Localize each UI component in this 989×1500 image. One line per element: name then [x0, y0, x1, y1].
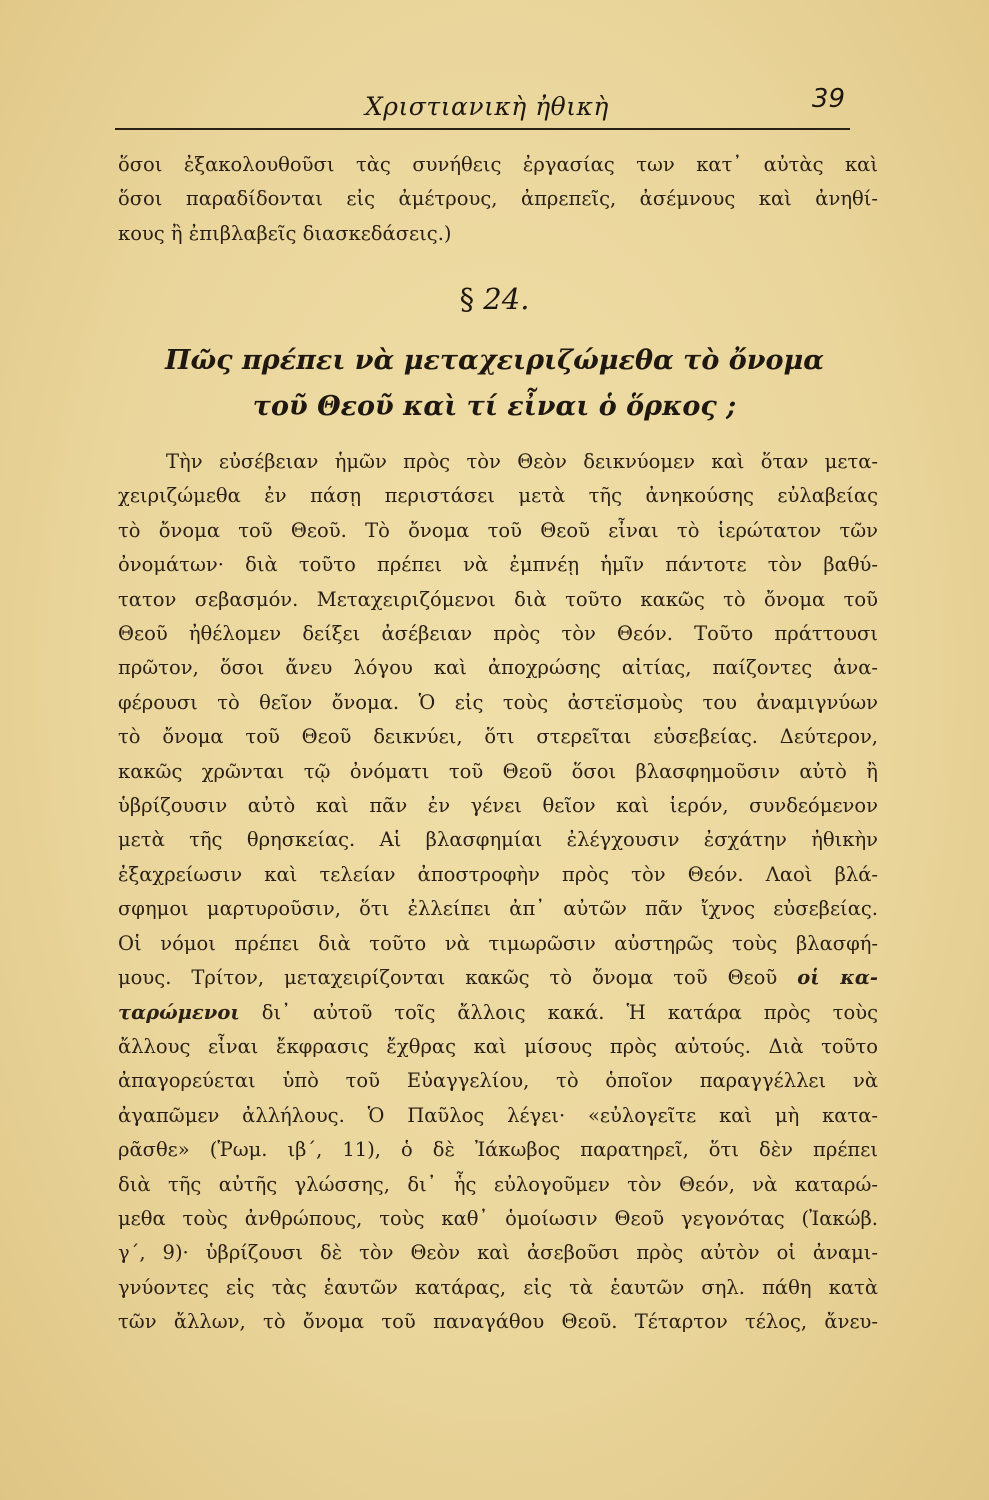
text-line: μετὰ τῆς θρησκείας. Αἱ βλασφημίαι ἐλέγχουσιν ἐσχάτην ἠθικὴν [118, 828, 878, 852]
chapter-title-line: τοῦ Θεοῦ καὶ τί εἶναι ὁ ὅρκος ; [252, 391, 737, 422]
text-line: τατον σεβασμόν. Μεταχειριζόμενοι διὰ τοῦτο κακῶς τὸ ὄνομα τοῦ [118, 587, 878, 611]
text-line: μεθα τοὺς ἀνθρώπους, τοὺς καθ᾽ ὁμοίωσιν Θεοῦ γεγονότας (Ἰακώβ. [118, 1206, 878, 1230]
text-line: ἀγαπῶμεν ἀλλήλους. Ὁ Παῦλος λέγει· «εὐλογεῖτε καὶ μὴ κατα- [118, 1103, 878, 1127]
emphasized-term: ταρώμενοι [118, 1000, 240, 1024]
text-line: γ΄, 9)· ὑβρίζουσι δὲ τὸν Θεὸν καὶ ἀσεβοῦσι πρὸς αὐτὸν οἱ ἀναμι- [118, 1241, 878, 1265]
text-line-with-emphasis [118, 961, 878, 995]
section-heading [0, 282, 989, 316]
page-header [115, 78, 875, 138]
text-line: τὸ ὄνομα τοῦ Θεοῦ. Τὸ ὄνομα τοῦ Θεοῦ εἶναι τὸ ἱερώτατον τῶν [118, 518, 878, 542]
text-line: Οἱ νόμοι πρέπει διὰ τοῦτο νὰ τιμωρῶσιν αὐστηρῶς τοὺς βλασφή- [118, 931, 878, 955]
chapter-title-line: Πῶς πρέπει νὰ μεταχειριζώμεθα τὸ ὄνομα [164, 345, 825, 376]
text-line: διὰ τῆς αὐτῆς γλώσσης, δι᾽ ἧς εὐλογοῦμεν τὸν Θεόν, νὰ καταρώ- [118, 1172, 878, 1196]
running-title: Χριστιανικὴ ἠθικὴ [365, 92, 609, 121]
text-line: φέρουσι τὸ θεῖον ὄνομα. Ὁ εἰς τοὺς ἀστεϊσμοὺς του ἀναμιγνύων [118, 690, 878, 714]
text-line: σφημοι μαρτυροῦσιν, ὅτι ἐλλείπει ἀπ᾽ αὐτῶν πᾶν ἴχνος εὐσεβείας. [118, 897, 878, 921]
text-line: πρῶτον, ὅσοι ἄνευ λόγου καὶ ἀποχρώσης αἰτίας, παίζοντες ἀνα- [118, 656, 878, 680]
text-line: ὅσοι ἐξακολουθοῦσι τὰς συνήθεις ἐργασίας των κατ᾽ αὐτὰς καὶ [118, 153, 878, 176]
text-line: Θεοῦ ἠθέλομεν δείξει ἀσέβειαν πρὸς τὸν Θεόν. Τοῦτο πράττουσι [118, 622, 878, 646]
text-line: τῶν ἄλλων, τὸ ὄνομα τοῦ παναγάθου Θεοῦ. Τέταρτον τέλος, ἄνευ- [118, 1310, 878, 1334]
emphasized-term: οἱ κα- [797, 966, 878, 990]
page-number: 39 [811, 84, 845, 114]
text-segment: δι᾽ αὐτοῦ τοῖς ἄλλοις κακά. Ἡ κατάρα πρὸς τοὺς [261, 1000, 878, 1024]
header-rule [115, 128, 850, 130]
text-line: ἐξαχρείωσιν καὶ τελείαν ἀποστροφὴν πρὸς τὸν Θεόν. Λαοὶ βλά- [118, 862, 878, 886]
text-line: Τὴν εὐσέβειαν ἡμῶν πρὸς τὸν Θεὸν δεικνύομεν καὶ ὅταν μετα- [166, 450, 878, 473]
chapter-title [0, 338, 989, 430]
text-line: ἀπαγορεύεται ὑπὸ τοῦ Εὐαγγελίου, τὸ ὁποῖον παραγγέλλει νὰ [118, 1069, 878, 1093]
section-symbol: § [459, 282, 475, 316]
text-segment: μους. Τρίτον, μεταχειρίζονται κακῶς τὸ ὄνομα τοῦ Θεοῦ [118, 966, 778, 990]
text-line: τὸ ὄνομα τοῦ Θεοῦ δεικνύει, ὅτι στερεῖται εὐσεβείας. Δεύτερον, [118, 725, 878, 749]
text-line: ἄλλους εἶναι ἔκφρασις ἔχθρας καὶ μίσους πρὸς αὐτούς. Διὰ τοῦτο [118, 1034, 878, 1058]
text-line: κους ἢ ἐπιβλαβεῖς διασκεδάσεις.) [118, 221, 452, 245]
main-paragraph [118, 445, 878, 1340]
text-line: ὀνομάτων· διὰ τοῦτο πρέπει νὰ ἐμπνέῃ ἡμῖν πάντοτε τὸν βαθύ- [118, 553, 878, 577]
text-line: ὑβρίζουσιν αὐτὸ καὶ πᾶν ἐν γένει θεῖον καὶ ἱερόν, συνδεόμενον [118, 794, 878, 818]
text-line-with-emphasis [118, 996, 878, 1030]
intro-paragraph [118, 148, 878, 251]
text-line: χειριζώμεθα ἐν πάσῃ περιστάσει μετὰ τῆς ἀνηκούσης εὐλαβείας [118, 484, 878, 508]
section-number: 24. [483, 282, 530, 316]
text-line: ὅσοι παραδίδονται εἰς ἀμέτρους, ἀπρεπεῖς, ἀσέμνους καὶ ἀνηθί- [118, 187, 878, 211]
text-line: ρᾶσθε» (Ῥωμ. ιβ΄, 11), ὁ δὲ Ἰάκωβος παρατηρεῖ, ὅτι δὲν πρέπει [118, 1138, 878, 1162]
text-line: κακῶς χρῶνται τῷ ὀνόματι τοῦ Θεοῦ ὅσοι βλασφημοῦσιν αὐτὸ ἢ [118, 759, 878, 783]
text-line: γνύοντες εἰς τὰς ἑαυτῶν κατάρας, εἰς τὰ ἑαυτῶν σηλ. πάθη κατὰ [118, 1275, 878, 1299]
